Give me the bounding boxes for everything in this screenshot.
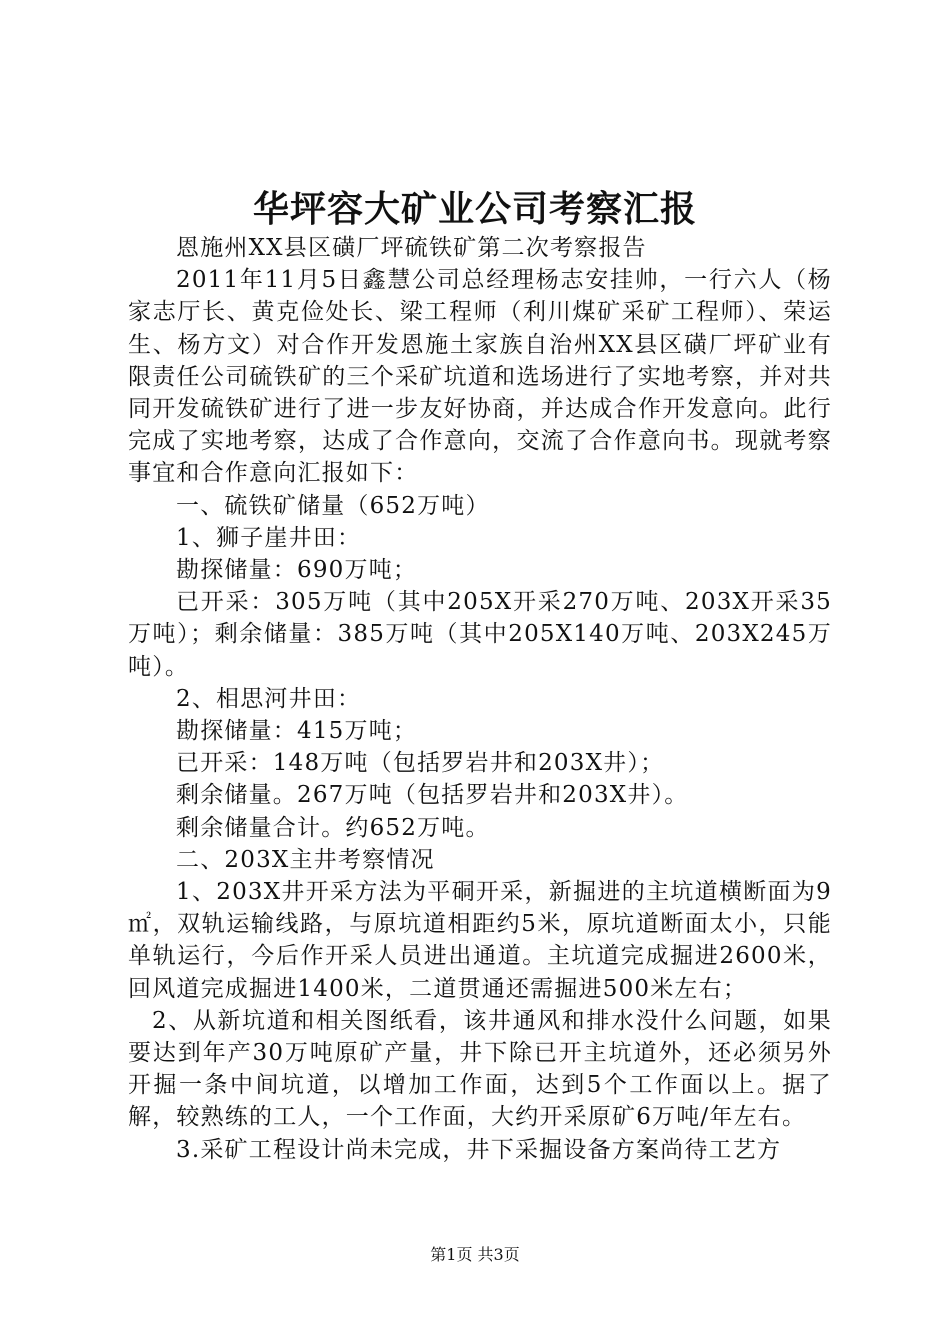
paragraph-203x-method: 1、203X井开采方法为平硐开采，新掘进的主坑道横断面为9㎡，双轨运输线路，与原坑道相距约5米，原坑道断面太小，只能单轨运行，今后作开采人员进出通道。主坑道完成掘进2600米，回风道完成掘进1400米，二道贯通还需掘进500米左右； xyxy=(128,879,832,1002)
paragraph-shiziya-explored: 勘探储量：690万吨； xyxy=(176,557,418,584)
paragraph-intro: 2011年11月5日鑫慧公司总经理杨志安挂帅，一行六人（杨家志厅长、黄克俭处长、梁工程师（利川煤矿采矿工程师）、荣运生、杨方文）对合作开发恩施土家族自治州XX县区磺厂坪矿业有限责任公司硫铁矿的三个采矿坑道和选场进行了实地考察，并对共同开发硫铁矿进行了进一步友好协商，并达成合作开发意向。此行完成了实地考察，达成了合作意向，交流了合作意向书。现就考察事宜和合作意向汇报如下： xyxy=(128,267,832,487)
document-title: 华坪容大矿业公司考察汇报 xyxy=(252,188,697,230)
paragraph-subtitle: 恩施州XX县区磺厂坪硫铁矿第二次考察报告 xyxy=(176,235,647,261)
paragraph-203x-ventilation: 2、从新坑道和相关图纸看，该井通风和排水没什么问题，如果要达到年产30万吨原矿产量，井下除已开主坑道外，还必须另外开掘一条中间坑道，以增加工作面，达到5个工作面以上。据了解，较熟练的工人，一个工作面，大约开采原矿6万吨/年左右。 xyxy=(128,1007,832,1131)
paragraph-xiangsihe-mined: 已开采：148万吨（包括罗岩井和203X井）； xyxy=(176,750,665,777)
paragraph-xiangsihe-explored: 勘探储量：415万吨； xyxy=(176,718,418,745)
section-heading-reserves: 一、硫铁矿储量（652万吨） xyxy=(176,492,490,519)
document-body xyxy=(128,232,832,1166)
page-footer: 第1页 共3页 xyxy=(430,1245,520,1264)
paragraph-shiziya-mined: 已开采：305万吨（其中205X开采270万吨、203X开采35万吨）；剩余储量：385万吨（其中205X140万吨、203X245万吨）。 xyxy=(128,589,832,680)
paragraph-xiangsihe-remaining: 剩余储量。267万吨（包括罗岩井和203X井）。 xyxy=(176,782,689,809)
section-heading-203x: 二、203X主井考察情况 xyxy=(176,846,435,873)
paragraph-203x-design: 3.采矿工程设计尚未完成，井下采掘设备方案尚待工艺方 xyxy=(176,1136,782,1163)
subsection-heading-xiangsihe: 2、相思河井田： xyxy=(176,685,362,712)
paragraph-total-remaining: 剩余储量合计。约652万吨。 xyxy=(176,814,490,841)
subsection-heading-shiziya: 1、狮子崖井田： xyxy=(176,524,362,551)
